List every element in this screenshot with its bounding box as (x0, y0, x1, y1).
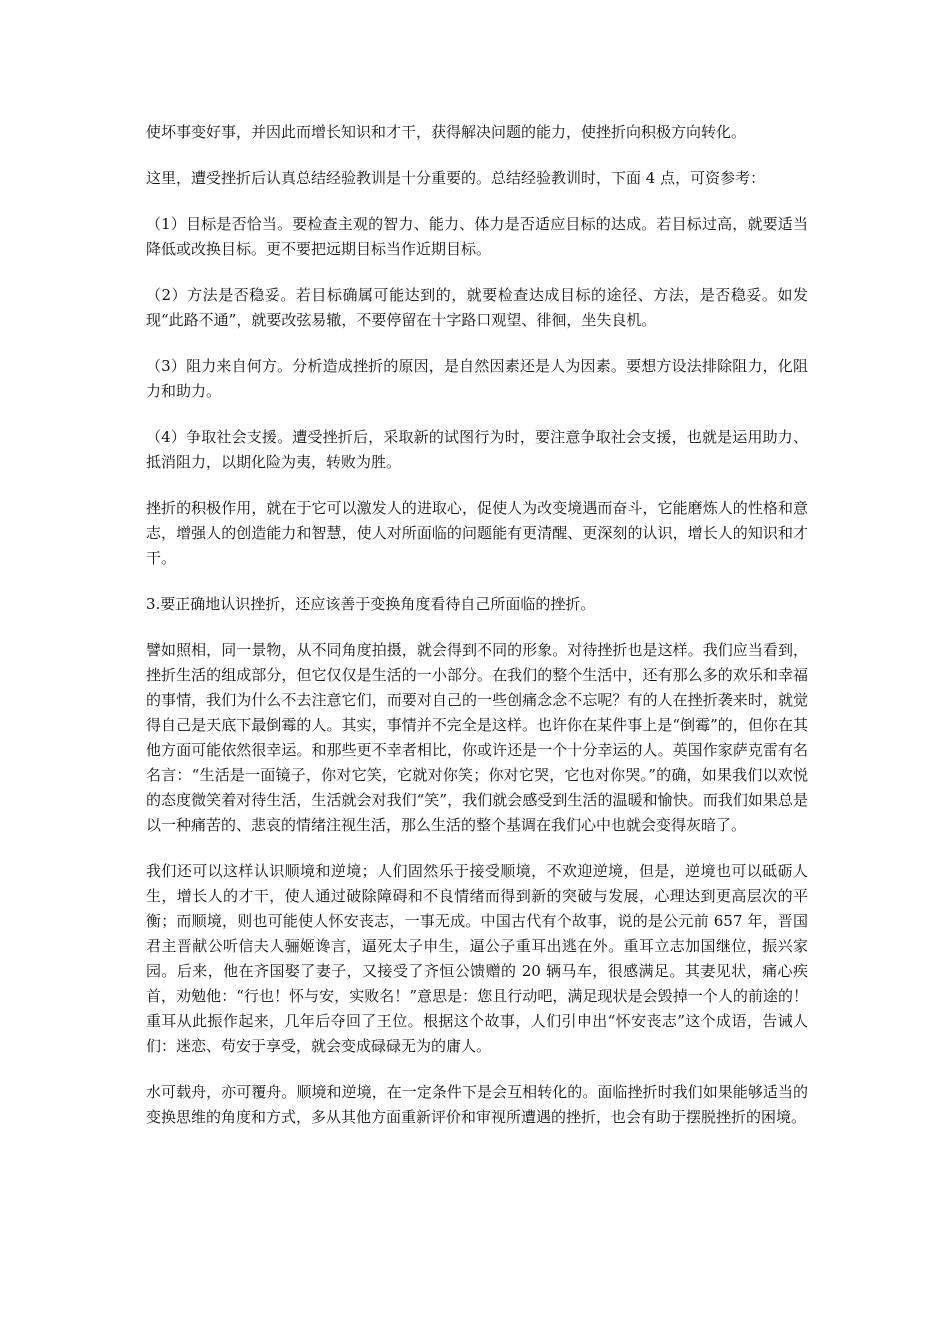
paragraph-1: 使坏事变好事，并因此而增长知识和才干，获得解决问题的能力，使挫折向积极方向转化。 (146, 123, 747, 141)
paragraph-3: （1）目标是否恰当。要检查主观的智力、能力、体力是否适应目标的达成。若目标过高，就要适当降低或改换目标。更不要把远期目标当作近期目标。 (146, 215, 808, 258)
paragraph-5: （3）阻力来自何方。分析造成挫折的原因，是自然因素还是人为因素。要想方设法排除阻力，化阻力和助力。 (146, 357, 808, 400)
paragraph-8: 3.要正确地认识挫折，还应该善于变换角度看待自己所面临的挫折。 (146, 595, 596, 613)
paragraph-10: 我们还可以这样认识顺境和逆境；人们固然乐于接受顺境，不欢迎逆境，但是，逆境也可以砥砺人生，增长人的才干，使人通过破除障碍和不良情绪而得到新的突破与发展，心理达到更高层次的平衡；而顺境，则也可能使人怀安丧志，一事无成。中国古代有个故事，说的是公元前 657 年，晋国君主晋献公听信夫人骊姬谗言，逼死太子申生，逼公子重耳出逃在外。重耳立志加国继位，振兴家园。后来，他在齐国娶了妻子，又接受了齐恒公馈赠的 20 辆马车，很感满足。其妻见状，痛心疾首，劝勉他：“行也！怀与安，实败名！”意思是：您且行动吧，满足现状是会毁掉一个人的前途的！重耳从此振作起来，几年后夺回了王位。根据这个故事，人们引申出“怀安丧志”这个成语，告诫人们：迷恋、苟安于享受，就会变成碌碌无为的庸人。 (146, 862, 808, 1055)
paragraph-11: 水可载舟，亦可覆舟。顺境和逆境，在一定条件下是会互相转化的。面临挫折时我们如果能够适当的变换思维的角度和方式，多从其他方面重新评价和审视所遭遇的挫折，也会有助于摆脱挫折的困境。 (146, 1083, 808, 1126)
document-body (146, 120, 808, 1151)
paragraph-7: 挫折的积极作用，就在于它可以激发人的进取心，促使人为改变境遇而奋斗，它能磨炼人的性格和意志，增强人的创造能力和智慧，使人对所面临的问题能有更清醒、更深刻的认识，增长人的知识和才干。 (146, 499, 808, 567)
paragraph-2: 这里，遭受挫折后认真总结经验教训是十分重要的。总结经验教训时，下面 4 点，可资参考： (146, 169, 766, 187)
paragraph-4: （2）方法是否稳妥。若目标确属可能达到的，就要检查达成目标的途径、方法，是否稳妥。如发现“此路不通”，就要改弦易辙，不要停留在十字路口观望、徘徊，坐失良机。 (146, 286, 808, 329)
paragraph-6: （4）争取社会支援。遭受挫折后，采取新的试图行为时，要注意争取社会支援，也就是运用助力、抵消阻力，以期化险为夷，转败为胜。 (146, 428, 808, 471)
paragraph-9: 譬如照相，同一景物，从不同角度拍摄，就会得到不同的形象。对待挫折也是这样。我们应当看到，挫折生活的组成部分，但它仅仅是生活的一小部分。在我们的整个生活中，还有那么多的欢乐和幸福的事情，我们为什么不去注意它们，而要对自己的一些创痛念念不忘呢？有的人在挫折袭来时，就觉得自己是天底下最倒霉的人。其实，事情并不完全是这样。也许你在某件事上是“倒霉”的，但你在其他方面可能依然很幸运。和那些更不幸者相比，你或许还是一个十分幸运的人。英国作家萨克雷有名名言：“生活是一面镜子，你对它笑，它就对你笑；你对它哭，它也对你哭。”的确，如果我们以欢悦的态度微笑着对待生活，生活就会对我们“笑”，我们就会感受到生活的温暖和愉快。而我们如果总是以一种痛苦的、悲哀的情绪注视生活，那么生活的整个基调在我们心中也就会变得灰暗了。 (146, 641, 808, 834)
